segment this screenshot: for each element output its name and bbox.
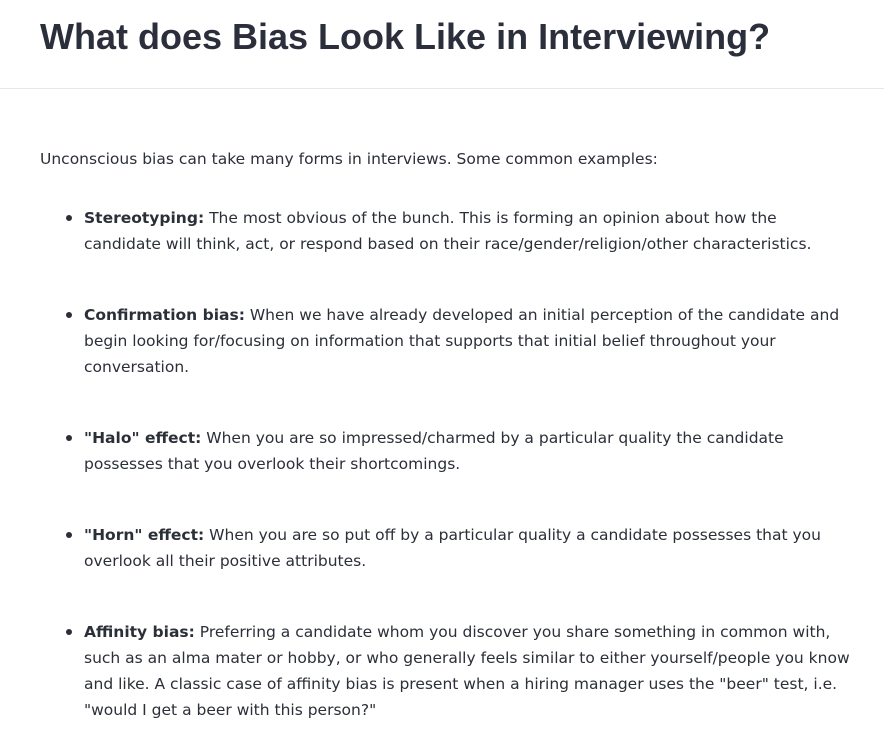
- bias-term: "Halo" effect:: [84, 429, 202, 447]
- page-title: What does Bias Look Like in Interviewing?: [40, 16, 771, 57]
- list-item-affinity-bias: [40, 619, 855, 723]
- bias-description: Preferring a candidate whom you discover you share something in common with, such as an alma mater or hobby, or who generally feels similar to either yourself/people you know and like. A classic case of affinity bias is present when a hiring manager uses the "beer" test, i.e. "would I get a beer with this person?": [84, 623, 850, 719]
- bias-description: When you are so put off by a particular quality a candidate possesses that you overlook all their positive attributes.: [84, 526, 821, 570]
- bias-term: Affinity bias:: [84, 623, 195, 641]
- list-item-confirmation-bias: [40, 302, 855, 380]
- page-header: [0, 0, 884, 89]
- intro-paragraph: Unconscious bias can take many forms in interviews. Some common examples:: [40, 150, 658, 168]
- list-item-stereotyping: [40, 205, 855, 257]
- bias-description: When we have already developed an initial perception of the candidate and begin looking for/focusing on information that supports that initial belief throughout your conversation.: [84, 306, 840, 376]
- list-item-horn-effect: [40, 522, 855, 574]
- list-item-halo-effect: [40, 425, 855, 477]
- bias-term: "Horn" effect:: [84, 526, 205, 544]
- bias-term: Stereotyping:: [84, 209, 205, 227]
- article-body: [40, 146, 855, 735]
- bias-term: Confirmation bias:: [84, 306, 245, 324]
- bias-examples-list: [40, 205, 855, 723]
- bias-description: When you are so impressed/charmed by a particular quality the candidate possesses that you overlook their shortcomings.: [84, 429, 784, 473]
- bias-description: The most obvious of the bunch. This is forming an opinion about how the candidate will think, act, or respond based on their race/gender/religion/other characteristics.: [84, 209, 812, 253]
